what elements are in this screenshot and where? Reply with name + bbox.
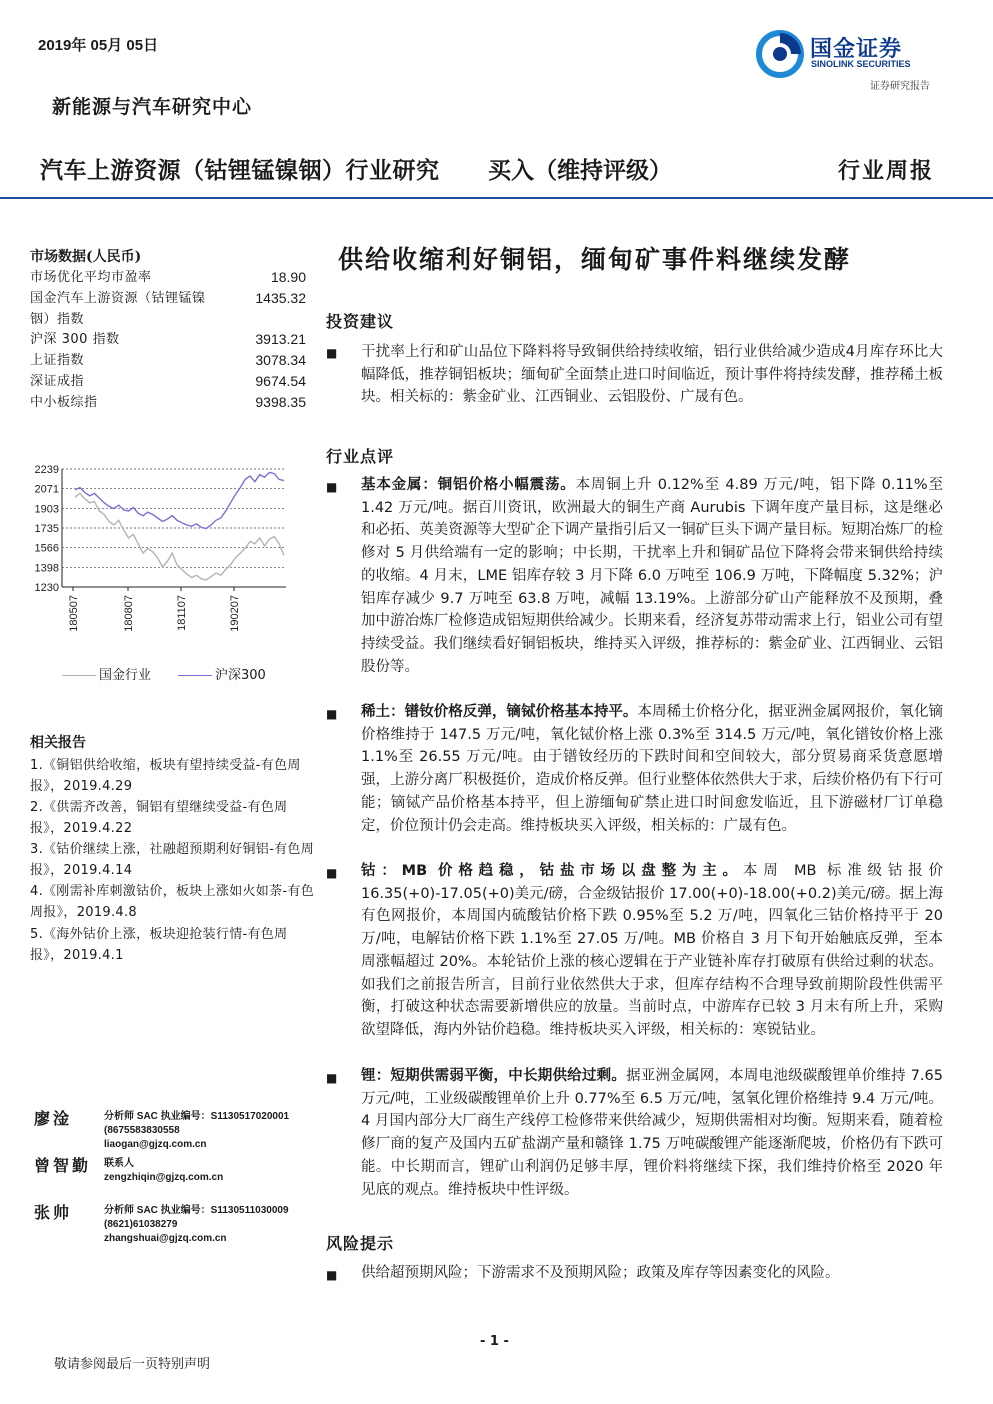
analyst-email[interactable]: zhangshuai@gjzq.com.cn xyxy=(104,1233,227,1244)
y-tick-label: 1230 xyxy=(34,582,59,594)
x-tick-label: 181107 xyxy=(176,595,188,631)
legend-item-industry xyxy=(62,664,151,683)
related-report-item[interactable]: 1.《铜铝供给收缩，板块有望持续受益-有色周报》，2019.4.29 xyxy=(30,758,301,794)
bullet-icon: ■ xyxy=(326,480,338,494)
market-data-row xyxy=(30,350,306,371)
legend-label: 沪深300 xyxy=(215,668,266,683)
review-paragraph-cobalt xyxy=(361,860,943,1042)
market-data-value: 3913.21 xyxy=(255,331,306,347)
analyst-email[interactable]: zengzhiqin@gjzq.com.cn xyxy=(104,1172,224,1183)
paragraph-lead: 基本金属：铜铝价格小幅震荡。 xyxy=(361,477,576,493)
market-data-label: 沪深 300 指数 xyxy=(30,332,120,347)
research-center: 新能源与汽车研究中心 xyxy=(52,96,253,118)
company-logo xyxy=(756,30,956,78)
analyst-line: 分析师 SAC 执业编号：S1130517020001 xyxy=(104,1111,290,1122)
related-report-item[interactable]: 4.《刚需补库刺激钴价，板块上涨如火如荼-有色周报》，2019.4.8 xyxy=(30,884,314,920)
index-line-chart xyxy=(28,460,318,695)
analyst-line: 分析师 SAC 执业编号：S1130511030009 xyxy=(104,1205,289,1216)
market-data-row xyxy=(30,267,306,288)
y-tick-label: 1735 xyxy=(34,523,59,535)
analyst-phone: (8621)61038279 xyxy=(104,1219,178,1230)
paragraph-lead: 钴：MB 价格趋稳，钴盐市场以盘整为主。 xyxy=(361,863,743,879)
market-data-label: 上证指数 xyxy=(30,353,85,368)
market-data-row xyxy=(30,329,306,350)
market-data-row xyxy=(30,288,306,330)
paragraph-body: 本周铜上升 0.12%至 4.89 万元/吨，铝下降 0.11%至 1.42 万元/吨。据百川资讯，欧洲最大的铜生产商 Aurubis 下调年度产量目标，这是继必和必拓、英美资源等大型矿企下调产量指引后又一铜矿巨头下调产量目标。短期冶炼厂的检修对 5 月供给端有一定的影响；中长期，干扰率上升和铜矿品位下降将会带来铜供给持续的收缩。4 月末，LME 铝库存较 3 月下降 6.0 万吨至 106.9 万吨，下降幅度 5.32%；沪铝库存减少 9.7 万吨至 63.8 万吨，减幅 13.19%。上游部分矿山产能释放不及预期，叠加中游冶炼厂检修造成铝短期供给减少。长期来看，经济复苏带动需求上行，铝业公司有望持续受益。我们继续看好铜铝板块，维持买入评级，推荐标的：紫金矿业、江西铜业、云铝股份等。 xyxy=(361,477,943,675)
section-title-risk: 风险提示 xyxy=(326,1234,395,1253)
market-data-value: 9398.35 xyxy=(255,394,306,410)
bullet-icon: ■ xyxy=(326,346,338,360)
market-data-label: 深证成指 xyxy=(30,374,85,389)
risk-paragraph: 供给超预期风险；下游需求不及预期风险；政策及库存等因素变化的风险。 xyxy=(361,1265,840,1281)
analyst-name: 廖淦 xyxy=(34,1109,73,1128)
rating-label: 买入（维持评级） xyxy=(488,158,672,184)
headline: 供给收缩利好铜铝，缅甸矿事件料继续发酵 xyxy=(338,245,852,274)
market-data-label: 国金汽车上游资源（钴锂锰镍铟）指数 xyxy=(30,291,206,327)
market-data-label: 中小板综指 xyxy=(30,395,98,410)
legend-label: 国金行业 xyxy=(99,668,152,683)
section-title-invest: 投资建议 xyxy=(326,312,395,331)
market-data-value: 1435.32 xyxy=(255,290,306,306)
market-data-row xyxy=(30,371,306,392)
analyst-phone: (8675583830558 xyxy=(104,1125,180,1136)
report-title: 汽车上游资源（钴锂锰镍铟）行业研究 xyxy=(40,158,440,184)
y-tick-label: 1566 xyxy=(34,542,59,555)
market-data-value: 18.90 xyxy=(270,269,306,285)
bullet-icon: ■ xyxy=(326,1071,338,1085)
paragraph-body: 据亚洲金属网，本周电池级碳酸锂单价维持 7.65 万元/吨，工业级碳酸锂单价上升 0.77%至 6.5 万元/吨，氢氧化锂价格维持 9.4 万元/吨。4 月国内部分大厂商生产线停工检修带来供给减少，短期供需相对均衡。短期来看，随着检修厂商的复产及国内五矿盐湖产量和赣锋 1.75 万吨碳酸锂产能逐渐爬坡，价格仍有下跌可能。中长期而言，锂矿山利润仍足够丰厚，锂价料将继续下探，我们维持价格至 2020 年见底的观点。维持板块中性评级。 xyxy=(361,1068,943,1198)
bullet-icon: ■ xyxy=(326,866,338,880)
y-tick-label: 1903 xyxy=(34,503,59,516)
paragraph-lead: 锂：短期供需弱平衡，中长期供给过剩。 xyxy=(361,1068,627,1084)
analyst-info xyxy=(104,1204,289,1246)
report-type: 行业周报 xyxy=(838,158,935,184)
analyst-info xyxy=(104,1157,223,1185)
review-paragraph-rare-earth xyxy=(361,701,943,837)
logo-mark-icon xyxy=(756,30,804,78)
analyst-line: 联系人 xyxy=(104,1158,134,1169)
paragraph-body: 本周 MB 标准级钴报价 16.35(+0)-17.05(+0)美元/磅，合金级钴报价 17.00(+0)-18.00(+0.2)美元/磅。据上海有色网报价，本周国内硫酸钴价格下跌 0.95%至 5.2 万/吨，四氧化三钴价格持平于 20 万/吨，电解钴价格下跌 1.1%至 27.05 万/吨。MB 价格自 3 月下旬开始触底反弹，至本周涨幅超过 20%。本轮钴价上涨的核心逻辑在于产业链补库存打破原有供给过剩的状态。如我们之前报告所言，目前行业依然供大于求，但库存结构不合理导致前期阶段性供需平衡，打破这种状态需要新增供应的放量。当前时点，中游库存已较 3 月末有所上升，采购欲望降低，海内外钴价趋稳。维持板块买入评级，相关标的：寒锐钴业。 xyxy=(361,863,943,1038)
legend-swatch xyxy=(178,675,212,676)
series-line xyxy=(75,472,284,528)
logo-subtitle: 证券研究报告 xyxy=(870,81,930,92)
paragraph-lead: 稀土：镨钕价格反弹，镝铽价格基本持平。 xyxy=(361,704,638,720)
analyst-email[interactable]: liaogan@gjzq.com.cn xyxy=(104,1139,207,1150)
x-tick-label: 190207 xyxy=(229,595,241,632)
logo-text-en: SINOLINK SECURITIES xyxy=(811,59,911,69)
disclaimer-note: 敬请参阅最后一页特别声明 xyxy=(54,1357,211,1372)
related-reports-heading: 相关报告 xyxy=(30,735,86,751)
page-number: - 1 - xyxy=(480,1334,509,1349)
review-paragraph-metals xyxy=(361,474,943,678)
market-data-value: 9674.54 xyxy=(255,373,306,389)
report-date: 2019年 05月 05日 xyxy=(38,37,159,54)
y-tick-label: 2071 xyxy=(34,483,59,496)
invest-paragraph: 干扰率上行和矿山品位下降料将导致铜供给持续收缩，铝行业供给减少造成4月库存环比大幅降低，推荐铜铝板块；缅甸矿全面禁止进口时间临近，预计事件将持续发酵，推荐稀土板块。相关标的：紫金矿业、江西铜业、云铝股份、广晟有色。 xyxy=(361,344,943,406)
market-data-value: 3078.34 xyxy=(255,352,306,368)
related-report-item[interactable]: 2.《供需齐改善，铜铝有望继续受益-有色周报》，2019.4.22 xyxy=(30,800,288,836)
bullet-icon: ■ xyxy=(326,1268,338,1282)
y-tick-label: 1398 xyxy=(34,562,59,575)
market-data-heading: 市场数据(人民币) xyxy=(30,249,142,265)
analyst-name: 曾智勤 xyxy=(34,1156,92,1175)
section-title-review: 行业点评 xyxy=(326,447,395,466)
legend-item-hs300 xyxy=(178,664,266,683)
logo-text-cn: 国金证券 xyxy=(810,37,903,62)
analyst-name: 张帅 xyxy=(34,1203,73,1222)
related-report-item[interactable]: 5.《海外钴价上涨，板块迎抢装行情-有色周报》，2019.4.1 xyxy=(30,927,288,963)
review-paragraph-lithium xyxy=(361,1065,943,1201)
header-divider xyxy=(0,197,993,199)
legend-swatch xyxy=(62,675,96,676)
y-tick-label: 2239 xyxy=(34,464,59,476)
analyst-info xyxy=(104,1110,289,1152)
related-report-item[interactable]: 3.《钴价继续上涨，社融超预期利好铜铝-有色周报》，2019.4.14 xyxy=(30,842,314,878)
x-tick-label: 180807 xyxy=(123,595,135,632)
paragraph-body: 本周稀土价格分化，据亚洲金属网报价，氧化镝价格维持于 147.5 万元/吨，氧化铽价格上涨 0.3%至 314.5 万元/吨，氧化镨钕价格上涨 1.1%至 26.55 万元/吨。由于镨钕经历的下跌时间和空间较大，部分贸易商采货意愿增强，上游分离厂积极挺价，造成价格反弹。但行业整体依然供大于求，后续价格仍有下行可能；镝铽产品价格基本持平，但上游缅甸矿禁止进口时间愈发临近，且下游磁材厂订单稳定，价位预计仍会走高。维持板块买入评级，相关标的：广晟有色。 xyxy=(361,704,944,834)
bullet-icon: ■ xyxy=(326,707,338,721)
market-data-row xyxy=(30,392,306,413)
market-data-label: 市场优化平均市盈率 xyxy=(30,270,152,285)
x-tick-label: 180507 xyxy=(68,595,80,632)
